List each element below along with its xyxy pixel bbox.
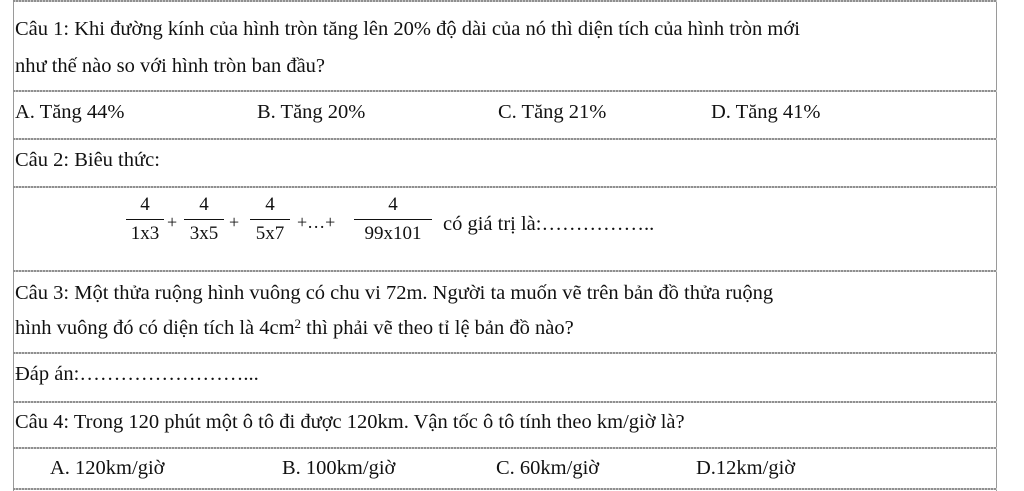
row-divider (13, 138, 997, 140)
left-border (13, 0, 14, 491)
fraction-bar (250, 219, 290, 220)
right-border (996, 0, 997, 491)
row-divider (13, 0, 997, 2)
fraction-2 (184, 194, 224, 245)
question-4-option-b: B. 100km/giờ (282, 457, 396, 479)
row-divider (13, 488, 997, 490)
fraction-4 (354, 194, 432, 245)
row-divider (13, 352, 997, 354)
row-divider (13, 186, 997, 188)
question-3-text-part: hình vuông đó có diện tích là 4cm (15, 317, 295, 339)
question-3-text-part: thì phải vẽ theo tỉ lệ bản đồ nào? (301, 317, 574, 339)
question-1-option-d: D. Tăng 41% (711, 101, 821, 123)
question-1-text-line-2: như thế nào so với hình tròn ban đầu? (15, 55, 326, 77)
question-2-tail: có giá trị là:…………….. (443, 213, 655, 235)
fraction-denominator: 5x7 (255, 223, 285, 244)
fraction-numerator: 4 (265, 194, 275, 215)
fraction-1 (126, 194, 164, 245)
plus-sign: + (229, 212, 240, 232)
question-3-text-line-2 (15, 316, 574, 340)
fraction-numerator: 4 (199, 194, 209, 215)
fraction-bar (184, 219, 224, 220)
question-4-option-c: C. 60km/giờ (496, 457, 600, 479)
fraction-numerator: 4 (388, 194, 398, 215)
fraction-denominator: 1x3 (130, 223, 160, 244)
plus-sign: + (167, 212, 178, 232)
row-divider (13, 447, 997, 449)
plus-ellipsis: +…+ (297, 212, 336, 232)
row-divider (13, 270, 997, 272)
question-4-option-a: A. 120km/giờ (50, 457, 165, 479)
question-4-option-d: D.12km/giờ (696, 457, 796, 479)
question-3-text-line-1: Câu 3: Một thửa ruộng hình vuông có chu vi 72m. Người ta muốn vẽ trên bản đồ thửa ruộng (15, 282, 774, 304)
question-1-option-c: C. Tăng 21% (498, 101, 607, 123)
question-1-text-line-1: Câu 1: Khi đường kính của hình tròn tăng lên 20% độ dài của nó thì diện tích của hình tròn mới (15, 18, 800, 40)
question-2-title: Câu 2: Biêu thức: (15, 149, 160, 171)
question-1-option-b: B. Tăng 20% (257, 101, 366, 123)
row-divider (13, 90, 997, 92)
fraction-3 (250, 194, 290, 245)
row-divider (13, 401, 997, 403)
fraction-numerator: 4 (140, 194, 150, 215)
fraction-denominator: 3x5 (189, 223, 219, 244)
superscript: 2 (294, 316, 302, 331)
question-3-answer: Đáp án:……………………... (15, 363, 259, 385)
fraction-bar (126, 219, 164, 220)
fraction-denominator: 99x101 (364, 223, 422, 244)
fraction-bar (354, 219, 432, 220)
question-4-text: Câu 4: Trong 120 phút một ô tô đi được 120km. Vận tốc ô tô tính theo km/giờ là? (15, 411, 685, 433)
question-1-option-a: A. Tăng 44% (15, 101, 125, 123)
